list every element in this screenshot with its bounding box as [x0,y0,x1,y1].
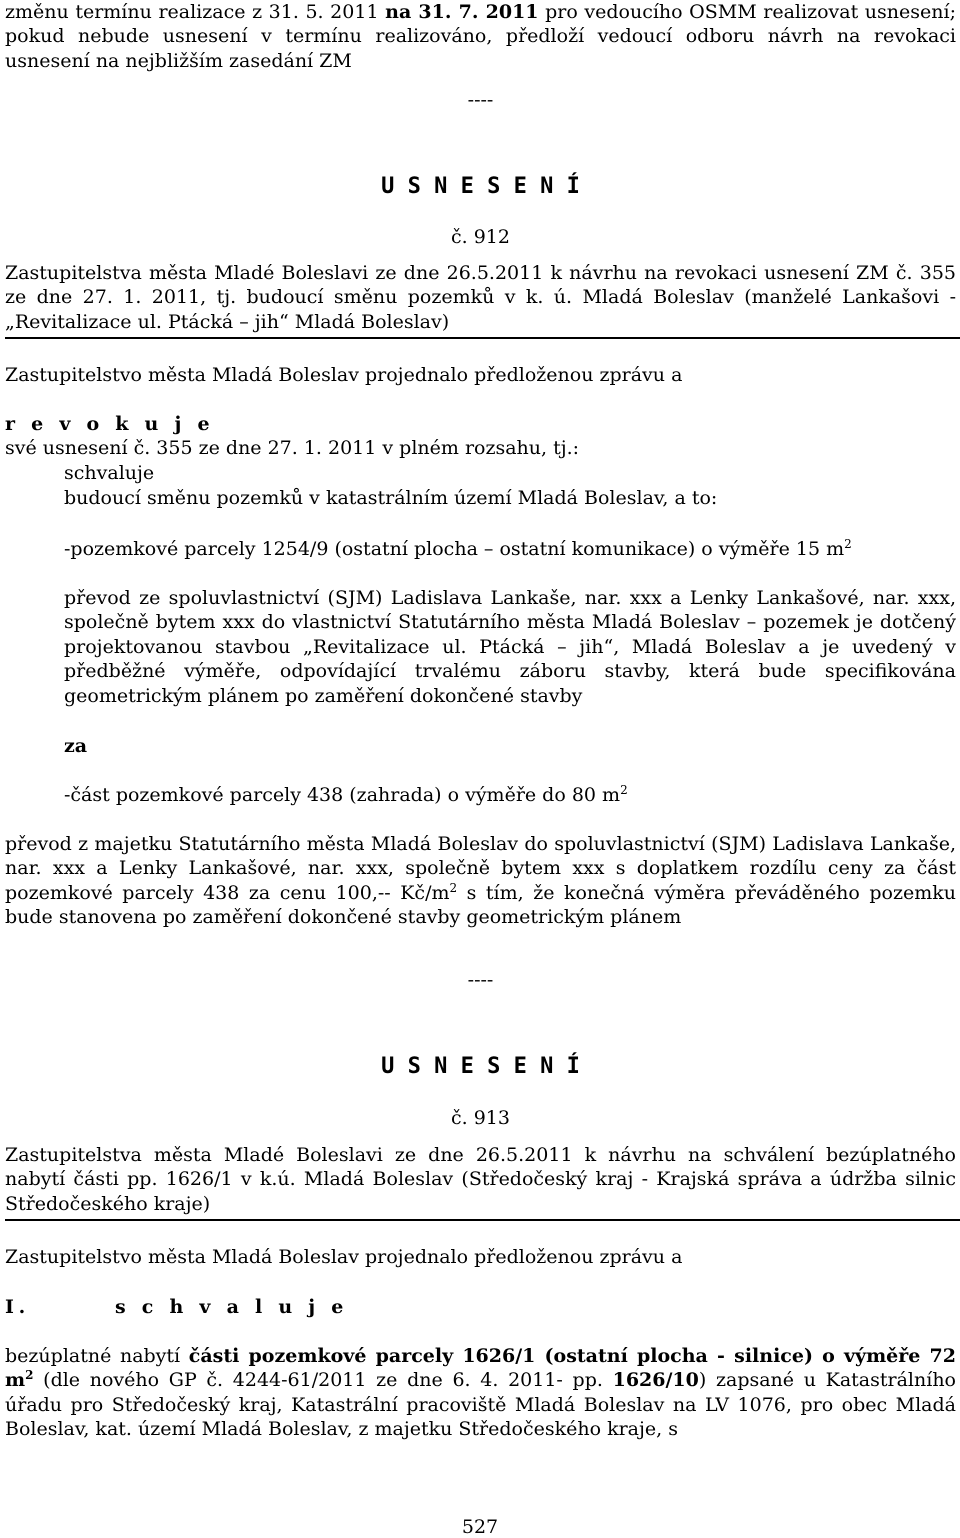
page-number: 527 [461,1516,499,1538]
text-run: pro vedoucího OSMM realizovat usnesení; pokud nebude usnesení v termínu realizováno, předloží vedoucí odboru návrh na revokaci usnesení na nejbližším zasedání ZM [5,1,956,72]
revocation-text: své usnesení č. 355 ze dne 27. 1. 2011 v plném rozsahu, tj.: [5,437,580,459]
za-label: za [64,735,88,757]
section-number: I. [5,1296,31,1318]
resolution-subject: Zastupitelstva města Mladé Boleslavi ze dne 26.5.2011 k návrhu na revokaci usnesení ZM č. 355 ze dne 27. 1. 2011, tj. budoucí směnu pozemků v k. ú. Mladá Boleslav (manželé Lankašovi - „Revitalizace ul. Ptácká – jih“ Mladá Boleslav) [5,262,956,333]
text-run: změnu termínu realizace z 31. 5. 2011 [5,1,386,23]
resolution-heading: U S N E S E N Í [381,1054,580,1079]
exchange-text: budoucí směnu pozemků v katastrálním území Mladá Boleslav, a to: [64,487,718,509]
council-intro: Zastupitelstvo města Mladá Boleslav projednalo předloženou zprávu a [5,1246,683,1268]
resolution-subject: Zastupitelstva města Mladé Boleslavi ze dne 26.5.2011 k návrhu na schválení bezúplatného nabytí části pp. 1626/1 v k.ú. Mladá Boleslav (Středočeský kraj - Krajská správa a údržba silnic Středočeského kraje) [5,1144,956,1215]
transfer-paragraph-1: převod ze spoluvlastnictví (SJM) Ladislava Lankaše, nar. xxx a Lenky Lankašové, nar. xxx, společně bytem xxx do vlastnictví Statutárního města Mladá Boleslav – pozemek je dotčený projektovanou stavbou „Revitalizace ul. Ptácká – jih“, Mladá Boleslav a je uvedený v předběžné výměře, odpovídající trvalému záboru stavby, která bude specifikována geometrickým plánem po zaměření dokončené stavby [64,587,956,707]
transfer-paragraph-2: převod z majetku Statutárního města Mladá Boleslav do spoluvlastnictví (SJM) Ladislava Lankaše, nar. xxx a Lenky Lankašové, nar. xxx, společně bytem xxx s doplatkem rozdílu ceny za část pozemkové parcely 438 za cenu 100,-- $Kč/m^2$ s tím, že konečná výměra převáděného pozemku bude stanovena po zaměření dokončené stavby geometrickým plánem [5,833,956,929]
acquisition-paragraph: bezúplatné nabytí části pozemkové parcely 1626/1 (ostatní plocha - silnice) o výměře 72 $m^2$ (dle nového GP č. 4244-61/2011 ze dne 6. 4. 2011- pp. 1626/10) zapsané u Katastrálního úřadu pro Středočeský kraj, Katastrální pracoviště Mladá Boleslav na LV 1076, pro obec Mladá Boleslav, kat. území Mladá Boleslav, z majetku Středočeského kraje, s [5,1345,956,1441]
separator: ---- [467,89,494,111]
approves-label: schvaluje [64,462,155,484]
continuation-paragraph [5,0,956,73]
divider-line [5,1219,960,1221]
verb-label: s c h v a l u j e [115,1296,349,1318]
bold-date: na 31. 7. 2011 [385,1,539,23]
verb-revokes: r e v o k u j e [5,413,215,435]
parcel-item-1: -pozemkové parcely 1254/9 (ostatní plocha – ostatní komunikace) o výměře 15 $m^2$ [64,537,852,560]
resolution-heading: U S N E S E N Í [381,174,580,199]
parcel-item-2: -část pozemkové parcely 438 (zahrada) o výměře do 80 $m^2$ [64,783,628,806]
resolution-number: č. 912 [451,226,510,248]
council-intro: Zastupitelstvo města Mladá Boleslav projednalo předloženou zprávu a [5,364,683,386]
divider-line [5,337,960,339]
separator: ---- [467,969,494,991]
resolution-number: č. 913 [451,1107,510,1129]
verb-approves [5,1295,956,1319]
